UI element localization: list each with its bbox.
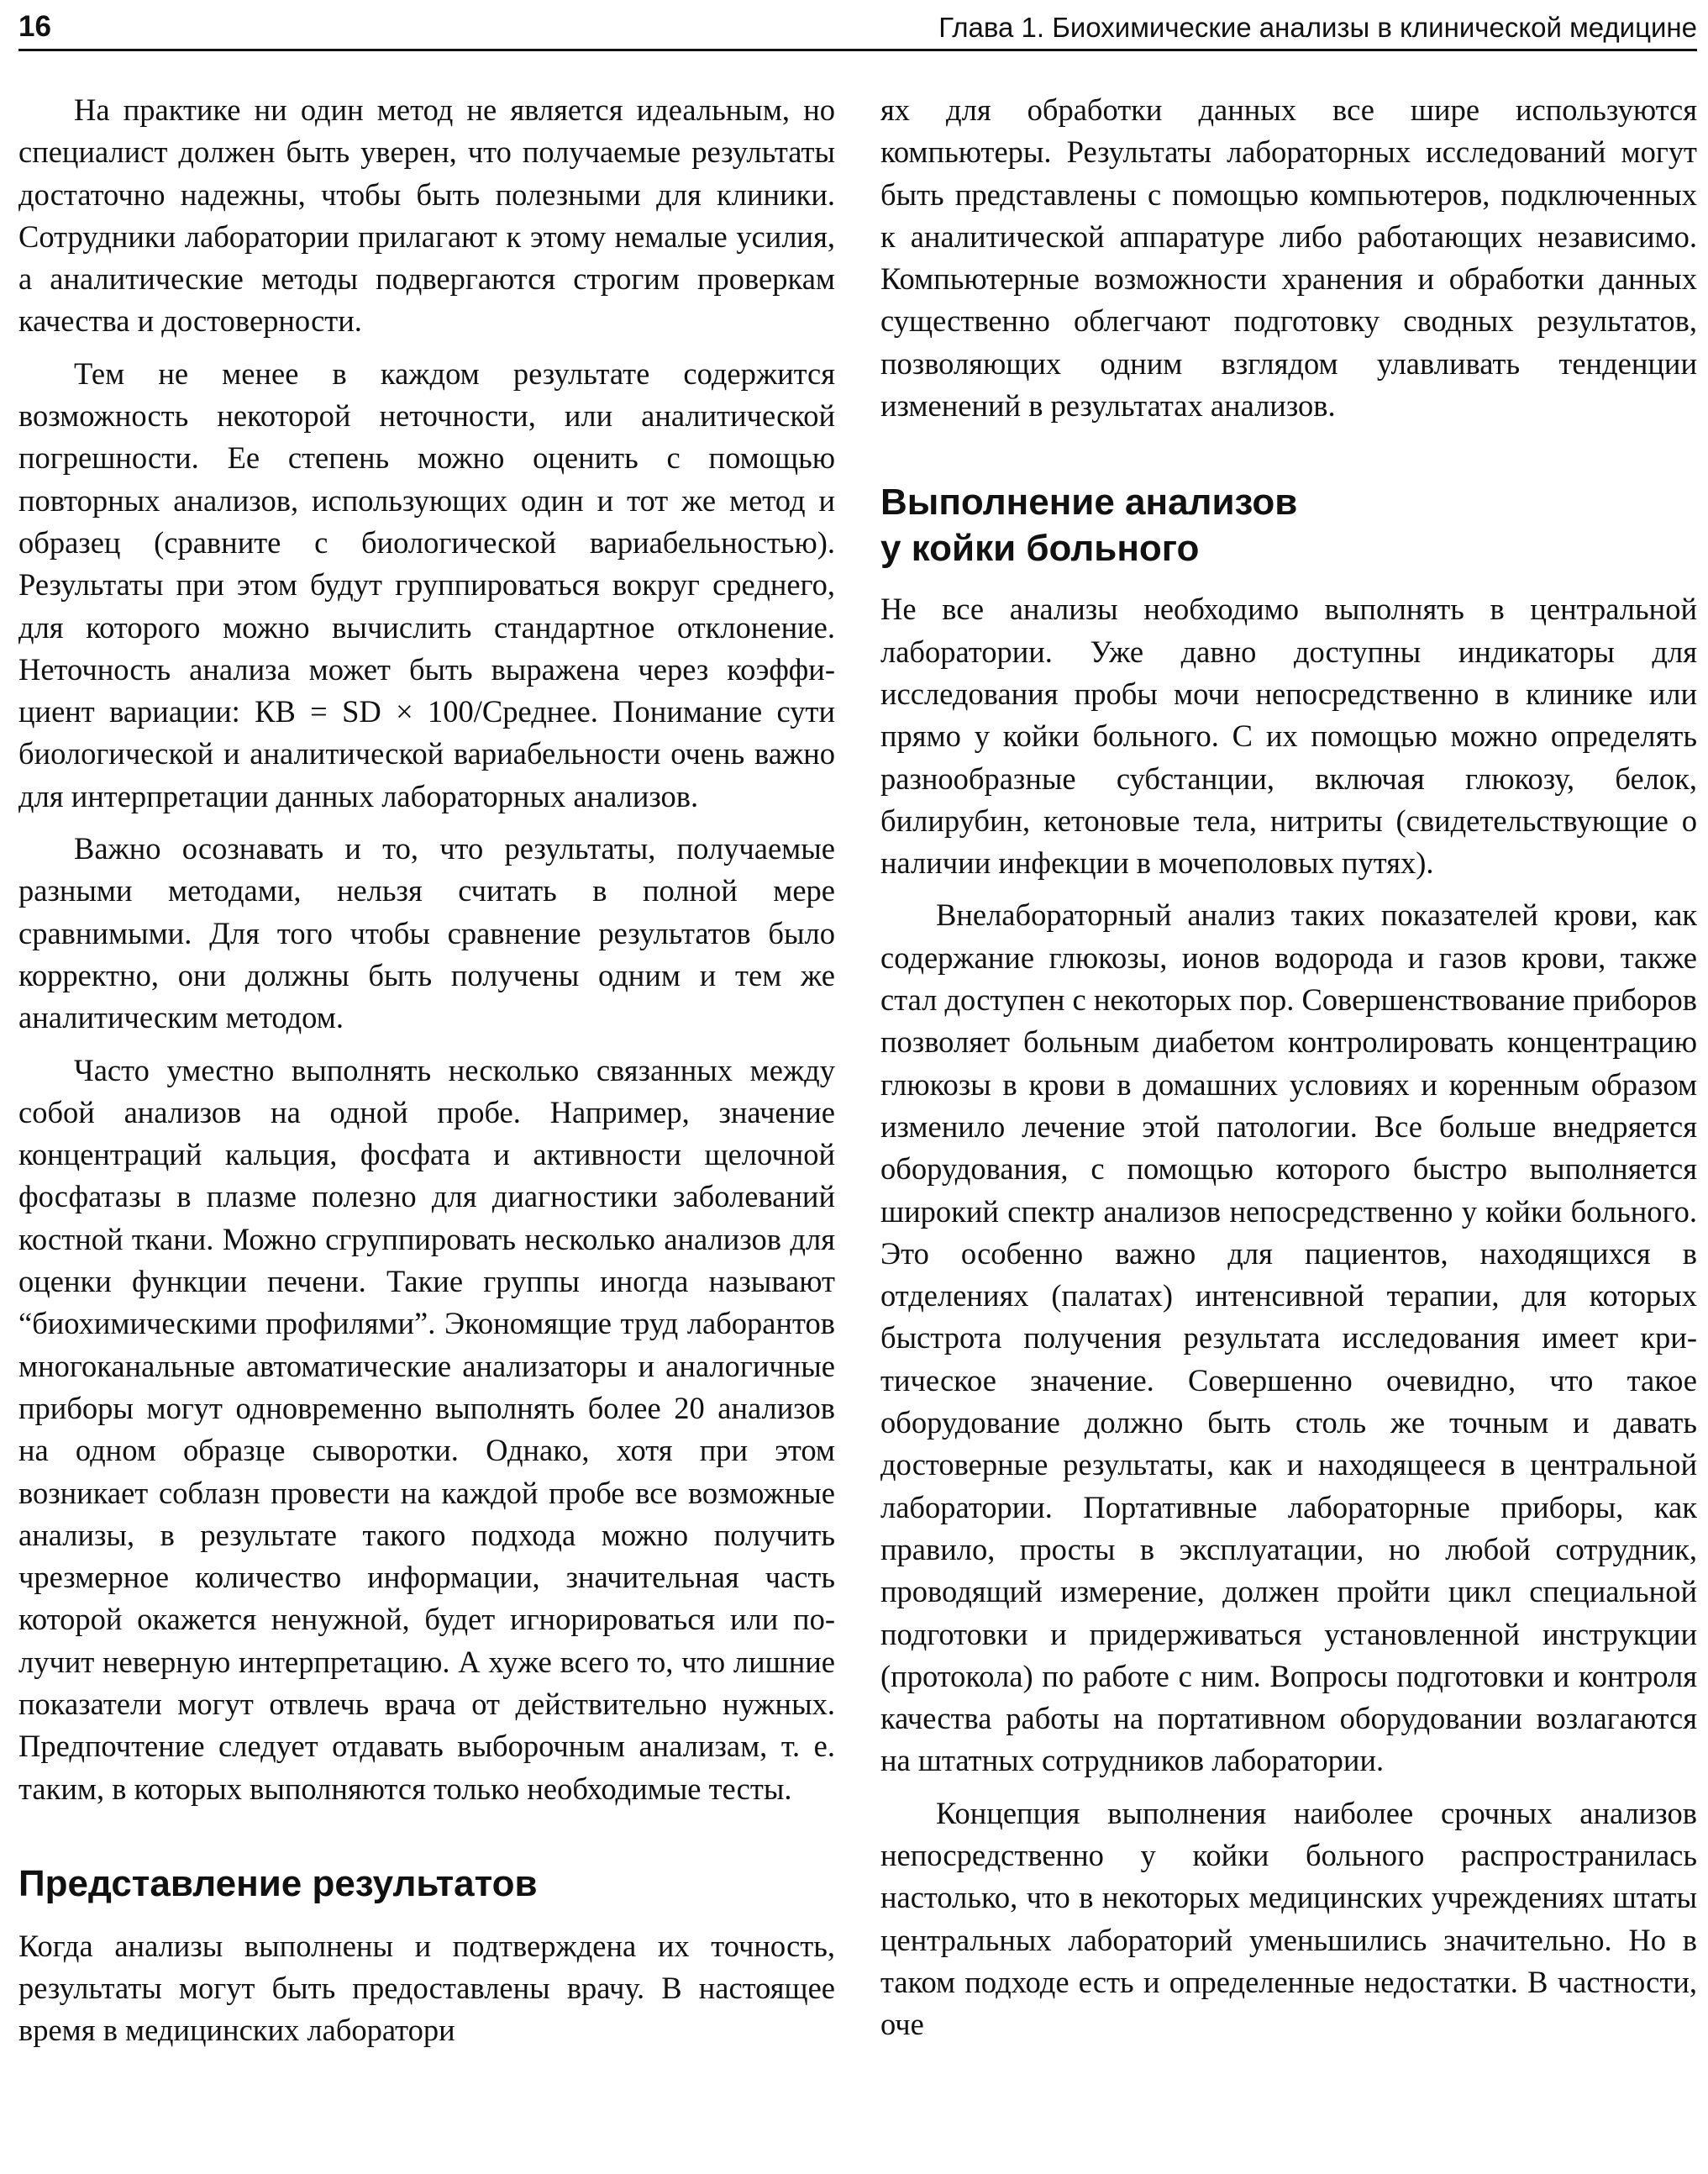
running-head: Глава 1. Биохимические анализы в клинической медицине — [938, 12, 1697, 43]
right-column — [880, 89, 1697, 2056]
page-header — [18, 7, 1697, 51]
body-paragraph: Важно осознавать и то, что результаты, получаемые разными методами, нельзя считать в полной мере сравнимыми. Для того чтобы сравнение результатов было корректно, они должны быть получены одним и тем же аналитическим методом. — [18, 831, 835, 1035]
body-paragraph: Тем не менее в каждом результате содержится возможность некоторой неточности, или аналитической погрешности. Ее степень можно оценить с помощью повторных анализов, использующих один и тот же метод и образец (сравните с биологической вариабельностью). Результаты при этом будут группироваться вокруг среднего, для которого можно вычислить стандартное отклонение. Неточность анализа может быть выражена через коэффициент вариации: КВ = SD × 100/Среднее. Понимание сути биологической и аналитической вариабельности очень важно для интерпретации данных лабораторных анализов. — [18, 355, 835, 813]
body-paragraph: Внелабораторный анализ таких показателей крови, как содержание глюкозы, ионов водорода и газов крови, также стал доступен с некоторых пор. Совершенствование приборов позволяет больным диабетом контролировать концентрацию глюкозы в крови в домашних условиях и коренным образом изменило лечение этой патологии. Все больше внедряется оборудования, с помощью которого быстро выполняется широкий спектр анализов непосредственно у койки больного. Это особенно важно для пациентов, находящихся в отделениях (палатах) интенсивной терапии, для которых быстрота получения результата исследования имеет критическое значение. Совершенно очевидно, что такое оборудование должно быть столь же точным и давать достоверные результаты, как и находящееся в центральной лаборатории. Портативные лабораторные приборы, как правило, просты в эксплуатации, но любой сотрудник, проводящий измерение, должен пройти цикл специальной подготовки и придерживаться установленной инструкции (протокола) по работе с ним. Вопросы подготовки и контроля качества работы на портативном оборудовании возлагаются на штатных сотрудников лаборатории. — [880, 897, 1697, 1778]
body-paragraph: Не все анализы необходимо выполнять в центральной лаборатории. Уже давно доступны индикаторы для исследования пробы мочи непосредственно в клинике или прямо у койки больного. С их помощью можно определять разнообразные субстанции, включая глюкозу, белок, билирубин, кетоновые тела, нитриты (свидетельствующие о наличии инфекции в мочеполовых путях). — [880, 592, 1697, 881]
body-paragraph: На практике ни один метод не является идеальным, но специалист должен быть уверен, что получаемые результаты достаточно надежны, чтобы быть полезными для клиники. Сотрудники лаборатории прилагают к этому немалые усилия, а аналитические методы подвергаются строгим проверкам качества и достоверности. — [18, 92, 835, 339]
body-paragraph: Часто уместно выполнять несколько связанных между собой анализов на одной пробе. Например, значение концентраций кальция, фосфата и активности щелочной фосфатазы в плазме полезно для диагностики заболеваний костной ткани. Можно сгруппировать несколько анализов для оценки функции печени. Такие группы иногда называют “биохимическими профилями”. Экономящие труд лаборантов многоканальные автоматические анализаторы и аналогичные приборы могут одновременно выполнять более 20 анализов на одном образце сыворотки. Однако, хотя при этом возникает соблазн провести на каждой пробе все возможные анализы, в результате такого подхода можно получить чрезмерное количество информации, значительная часть которой окажется ненужной, будет игнорироваться или получит неверную интерпретацию. А хуже всего то, что лишние показатели могут отвлечь врача от действительно нужных. Предпочтение следует отдавать выборочным анализам, т. е. таким, в которых выполняются только необходимые тесты. — [18, 1052, 835, 1806]
body-paragraph: Концепция выполнения наиболее срочных анализов непосредственно у койки больного распространилась настолько, что в некоторых медицинских учреждениях штаты центральных лабораторий уменьшились значительно. Но в таком подходе есть и определенные недостатки. В частности, оче — [880, 1795, 1697, 2042]
left-column — [18, 89, 835, 2062]
page-number: 16 — [18, 10, 51, 43]
body-paragraph: Когда анализы выполнены и подтверждена их точность, результаты могут быть предоставлены врачу. В настоящее время в медицинских лаборатори — [18, 1928, 835, 2048]
section-heading: Представление результатов — [18, 1862, 538, 1904]
body-paragraph: ях для обработки данных все шире используются компьютеры. Результаты лабораторных исследований могут быть представлены с помощью компьютеров, подключенных к аналитической аппаратуре либо работающих независимо. Компьютерные возможности хранения и обработки данных существенно облегчают подготовку сводных результатов, позволяющих одним взглядом улавливать тенденции изменений в результатах анализов. — [880, 92, 1697, 424]
section-heading: Выполнение анализов у койки больного — [880, 482, 1298, 570]
